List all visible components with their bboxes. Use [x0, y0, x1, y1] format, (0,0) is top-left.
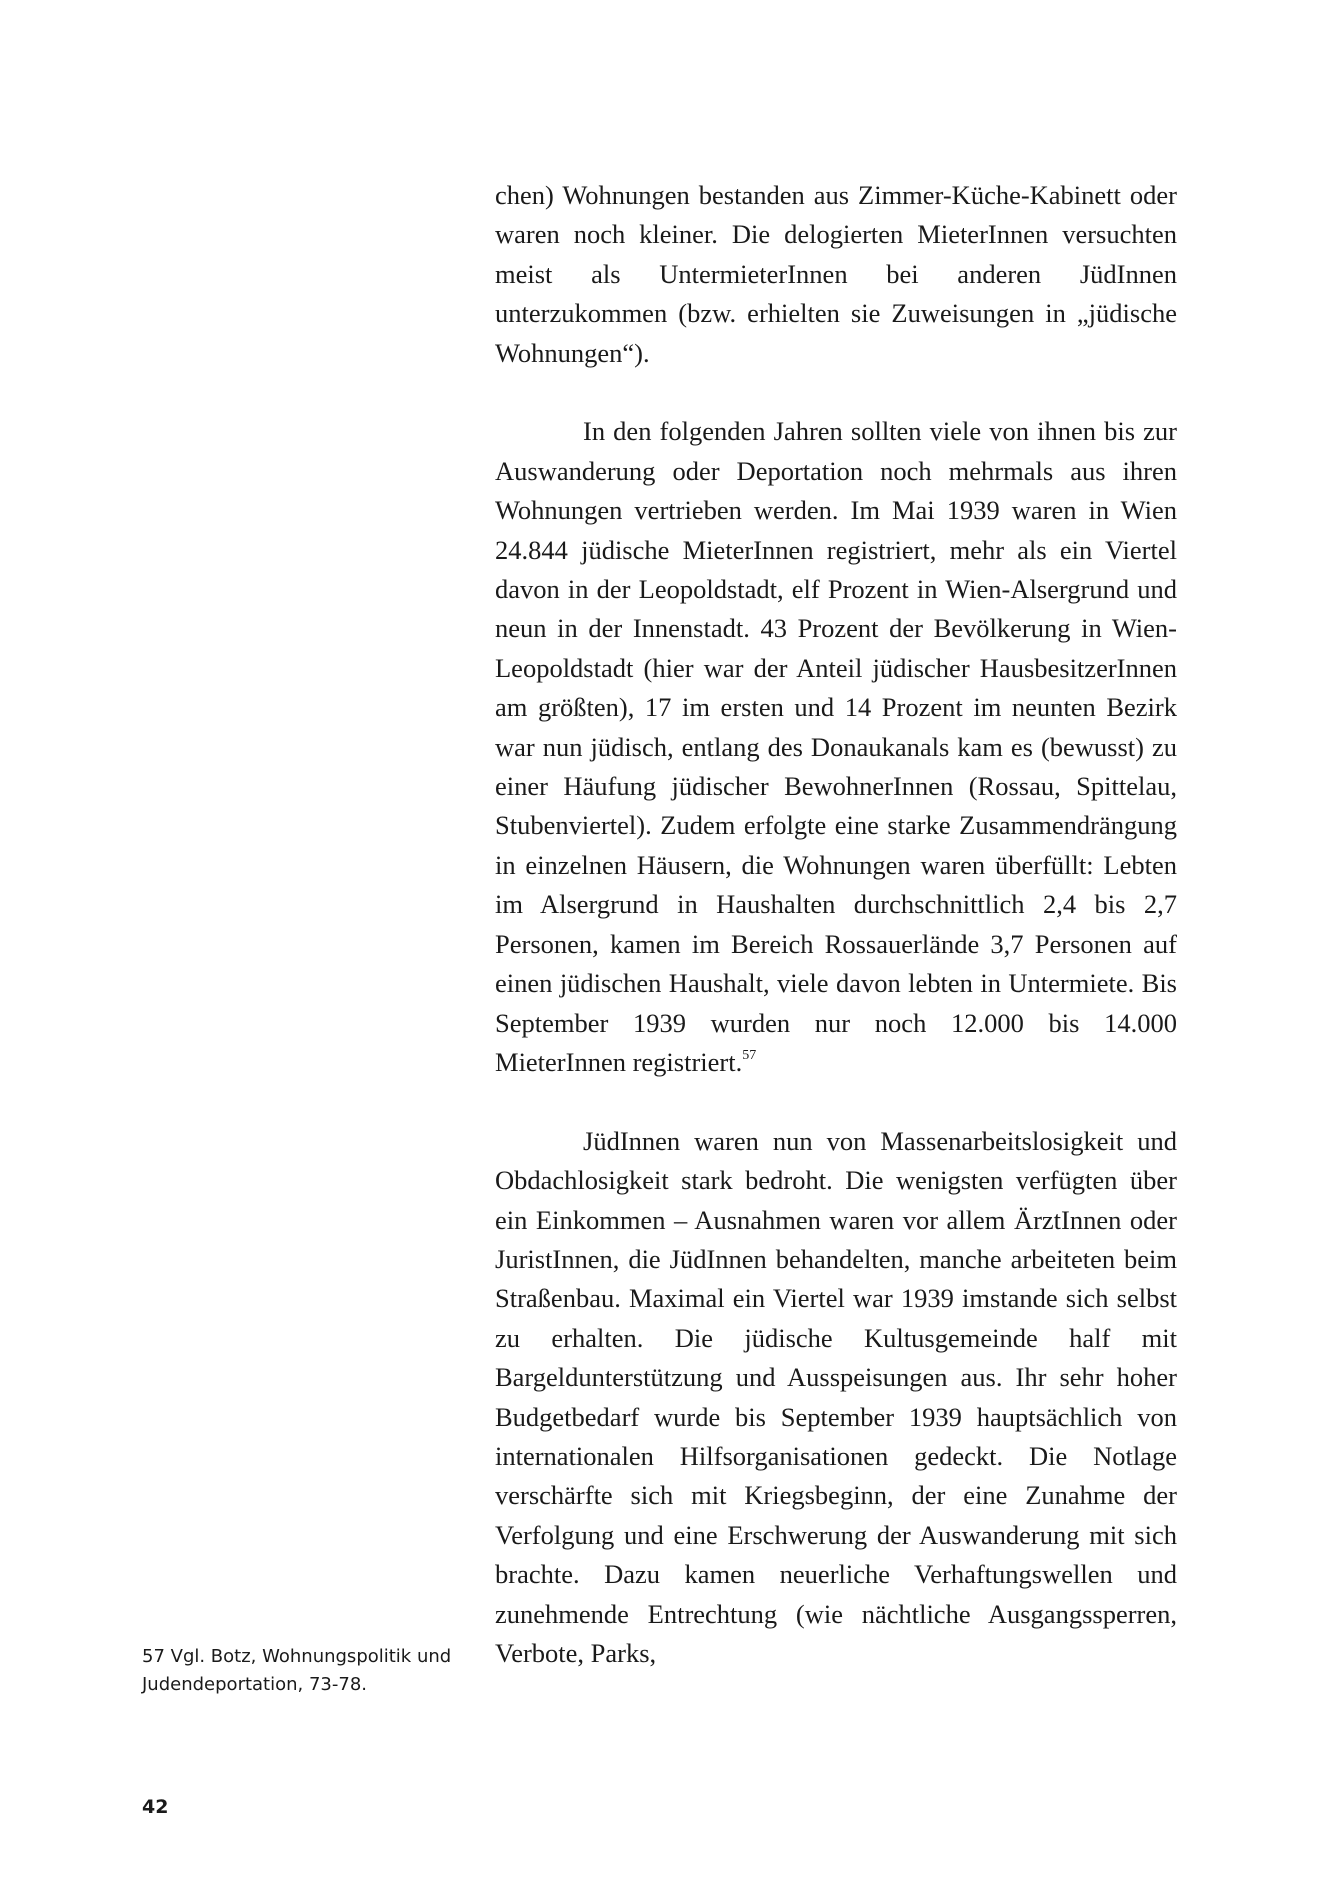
paragraph-unemployment	[495, 1122, 1177, 1674]
page-number: 42	[142, 1796, 169, 1818]
paragraph-housing-statistics	[495, 412, 1177, 1082]
footnote-reference[interactable]: 57	[742, 1048, 757, 1064]
paragraph-2-text: In den folgenden Jahren sollten viele von ihnen bis zur Auswanderung oder Deportation noch mehrmals aus ihren Wohnungen vertrieben werden. Im Mai 1939 waren in Wien 24.844 jüdische MieterInnen registriert, mehr als ein Viertel davon in der Leopoldstadt, elf Prozent in Wien-Alsergrund und neun in der Innenstadt. 43 Prozent der Bevölkerung in Wien-Leopoldstadt (hier war der Anteil jüdischer HausbesitzerInnen am größten), 17 im ersten und 14 Prozent im neunten Bezirk war nun jüdisch, entlang des Donaukanals kam es (bewusst) zu einer Häufung jüdischer BewohnerInnen (Rossau, Spittelau, Stubenviertel). Zudem erfolgte eine starke Zusammendrängung in einzelnen Häusern, die Wohnungen waren überfüllt: Lebten im Alsergrund in Haushalten durchschnittlich 2,4 bis 2,7 Personen, kamen im Bereich Rossauerlände 3,7 Personen auf einen jüdischen Haushalt, viele davon lebten in Untermiete. Bis September 1939 wurden nur noch 12.000 bis 14.000 MieterInnen registriert.	[495, 416, 1177, 1077]
paragraph-1-text: chen) Wohnungen bestanden aus Zimmer-Küche-Kabinett oder waren noch kleiner. Die delogierten MieterInnen versuchten meist als UntermieterInnen bei anderen JüdInnen unterzukommen (bzw. erhielten sie Zuweisungen in „jüdische Wohnungen“).	[495, 180, 1177, 368]
footnote: 57 Vgl. Botz, Wohnungspolitik und Judendeportation, 73-78.	[142, 1646, 452, 1695]
paragraph-continued	[495, 176, 1177, 373]
paragraph-3-text: JüdInnen waren nun von Massenarbeitslosigkeit und Obdachlosigkeit stark bedroht. Die wenigsten verfügten über ein Einkommen – Ausnahmen waren vor allem ÄrztInnen oder JuristInnen, die JüdInnen behandelten, manche arbeiteten beim Straßenbau. Maximal ein Viertel war 1939 imstande sich selbst zu erhalten. Die jüdische Kultusgemeinde half mit Bargeldunterstützung und Ausspeisungen aus. Ihr sehr hoher Budgetbedarf wurde bis September 1939 hauptsächlich von internationalen Hilfsorganisationen gedeckt. Die Notlage verschärfte sich mit Kriegsbeginn, der eine Zunahme der Verfolgung und eine Erschwerung der Auswanderung mit sich brachte. Dazu kamen neuerliche Verhaftungswellen und zunehmende Entrechtung (wie nächtliche Ausgangssperren, Verbote, Parks,	[495, 1125, 1177, 1668]
main-text-column	[495, 176, 1177, 1673]
